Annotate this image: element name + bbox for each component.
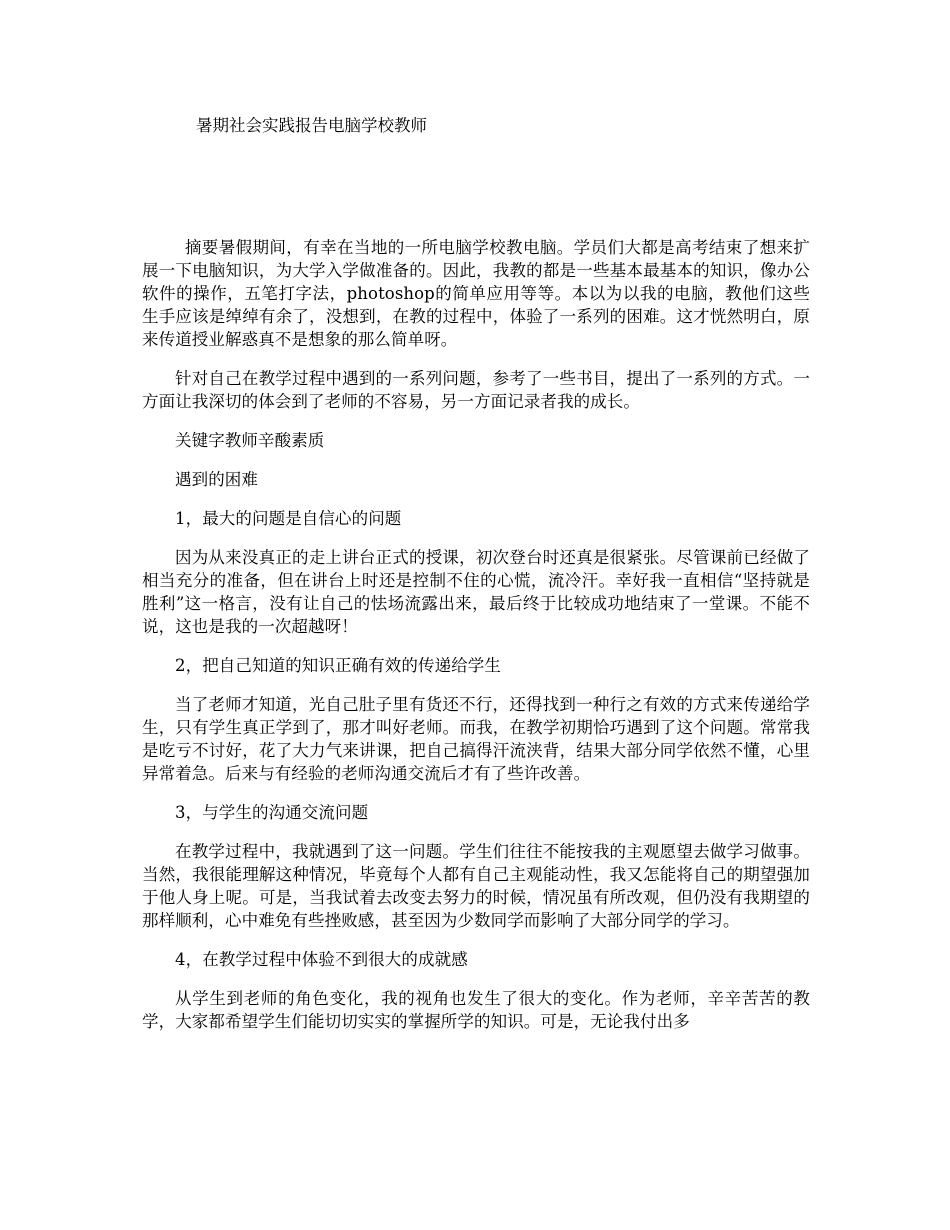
subheading-2: 2，把自己知道的知识正确有效的传递给学生 — [175, 656, 501, 675]
subheading-4: 4，在教学过程中体验不到很大的成就感 — [175, 950, 468, 969]
document-title: 暑期社会实践报告电脑学校教师 — [196, 116, 427, 135]
body-paragraph: 因为从来没真正的走上讲台正式的授课，初次登台时还真是很紧张。尽管课前已经做了相当充分的准备，但在讲台上时还是控制不住的心慌，流冷汗。幸好我一直相信“坚持就是胜利”这一格言，没有让自己的怯场流露出来，最后终于比较成功地结束了一堂课。不能不说，这也是我的一次超越呀！ — [142, 548, 810, 636]
subheading-3: 3，与学生的沟通交流问题 — [175, 803, 369, 822]
body-paragraph: 针对自己在教学过程中遇到的一系列问题，参考了一些书目，提出了一系列的方式。一方面让我深切的体会到了老师的不容易，另一方面记录者我的成长。 — [142, 369, 810, 411]
abstract-paragraph: 摘要暑假期间，有幸在当地的一所电脑学校教电脑。学员们大都是高考结束了想来扩展一下电脑知识，为大学入学做准备的。因此，我教的都是一些基本最基本的知识，像办公软件的操作，五笔打字法，photoshop的简单应用等等。本以为以我的电脑，教他们这些生手应该是绰绰有余了，没想到，在教的过程中，体验了一系列的困难。这才恍然明白，原来传道授业解惑真不是想象的那么简单呀。 — [142, 238, 810, 349]
body-paragraph: 在教学过程中，我就遇到了这一问题。学生们往往不能按我的主观愿望去做学习做事。当然，我很能理解这种情况，毕竟每个人都有自己主观能动性，我又怎能将自己的期望强加于他人身上呢。可是，当我试着去改变去努力的时候，情况虽有所改观，但仍没有我期望的那样顺利，心中难免有些挫败感，甚至因为少数同学而影响了大部分同学的学习。 — [142, 842, 810, 930]
section-heading: 遇到的困难 — [175, 470, 258, 489]
body-paragraph: 当了老师才知道，光自己肚子里有货还不行，还得找到一种行之有效的方式来传递给学生，只有学生真正学到了，那才叫好老师。而我，在教学初期恰巧遇到了这个问题。常常我是吃亏不讨好，花了大力气来讲课，把自己搞得汗流浃背，结果大部分同学依然不懂，心里异常着急。后来与有经验的老师沟通交流后才有了些许改善。 — [142, 695, 810, 783]
document-body — [142, 236, 810, 1049]
body-paragraph: 从学生到老师的角色变化，我的视角也发生了很大的变化。作为老师，辛辛苦苦的教学，大家都希望学生们能切切实实的掌握所学的知识。可是，无论我付出多 — [142, 989, 810, 1031]
keywords-line: 关键字教师辛酸素质 — [175, 431, 325, 450]
subheading-1: 1，最大的问题是自信心的问题 — [175, 509, 402, 528]
